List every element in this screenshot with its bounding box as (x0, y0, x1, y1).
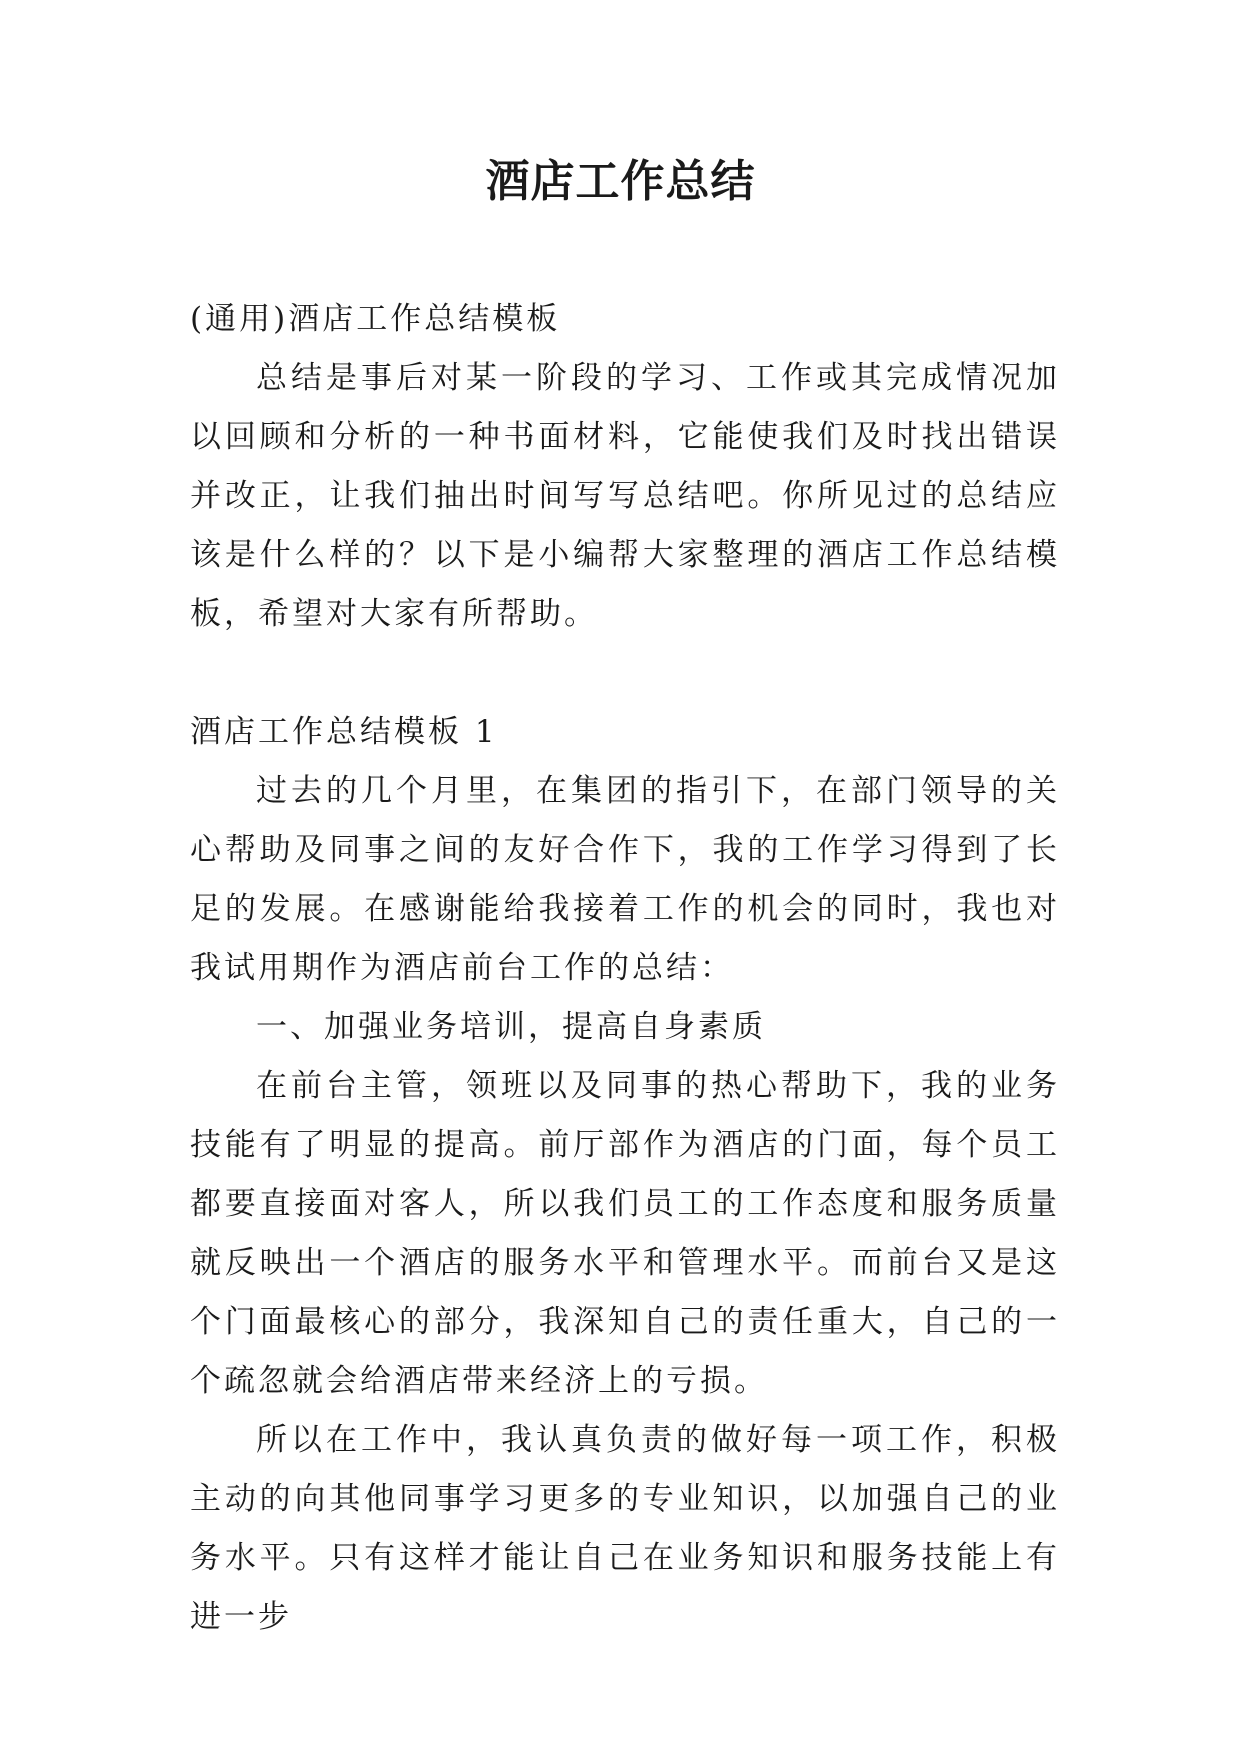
document-body (190, 290, 1060, 1647)
document-subtitle: (通用)酒店工作总结模板 (190, 301, 561, 337)
body-paragraph: 所以在工作中，我认真负责的做好每一项工作，积极主动的向其他同事学习更多的专业知识，以加强自己的业务水平。只有这样才能让自己在业务知识和服务技能上有进一步 (190, 1422, 1060, 1635)
body-paragraph: 过去的几个月里，在集团的指引下，在部门领导的关心帮助及同事之间的友好合作下，我的工作学习得到了长足的发展。在感谢能给我接着工作的机会的同时，我也对我试用期作为酒店前台工作的总结： (190, 773, 1060, 986)
subsection-heading: 一、加强业务培训，提高自身素质 (256, 1009, 766, 1045)
intro-paragraph: 总结是事后对某一阶段的学习、工作或其完成情况加以回顾和分析的一种书面材料，它能使我们及时找出错误并改正，让我们抽出时间写写总结吧。你所见过的总结应该是什么样的？以下是小编帮大家整理的酒店工作总结模板，希望对大家有所帮助。 (190, 360, 1060, 632)
document-title: 酒店工作总结 (485, 156, 756, 207)
section-spacer (190, 644, 1060, 703)
body-paragraph: 在前台主管，领班以及同事的热心帮助下，我的业务技能有了明显的提高。前厅部作为酒店的门面，每个员工都要直接面对客人，所以我们员工的工作态度和服务质量就反映出一个酒店的服务水平和管理水平。而前台又是这个门面最核心的部分，我深知自己的责任重大，自己的一个疏忽就会给酒店带来经济上的亏损。 (190, 1068, 1060, 1399)
section-heading: 酒店工作总结模板 1 (190, 714, 498, 750)
